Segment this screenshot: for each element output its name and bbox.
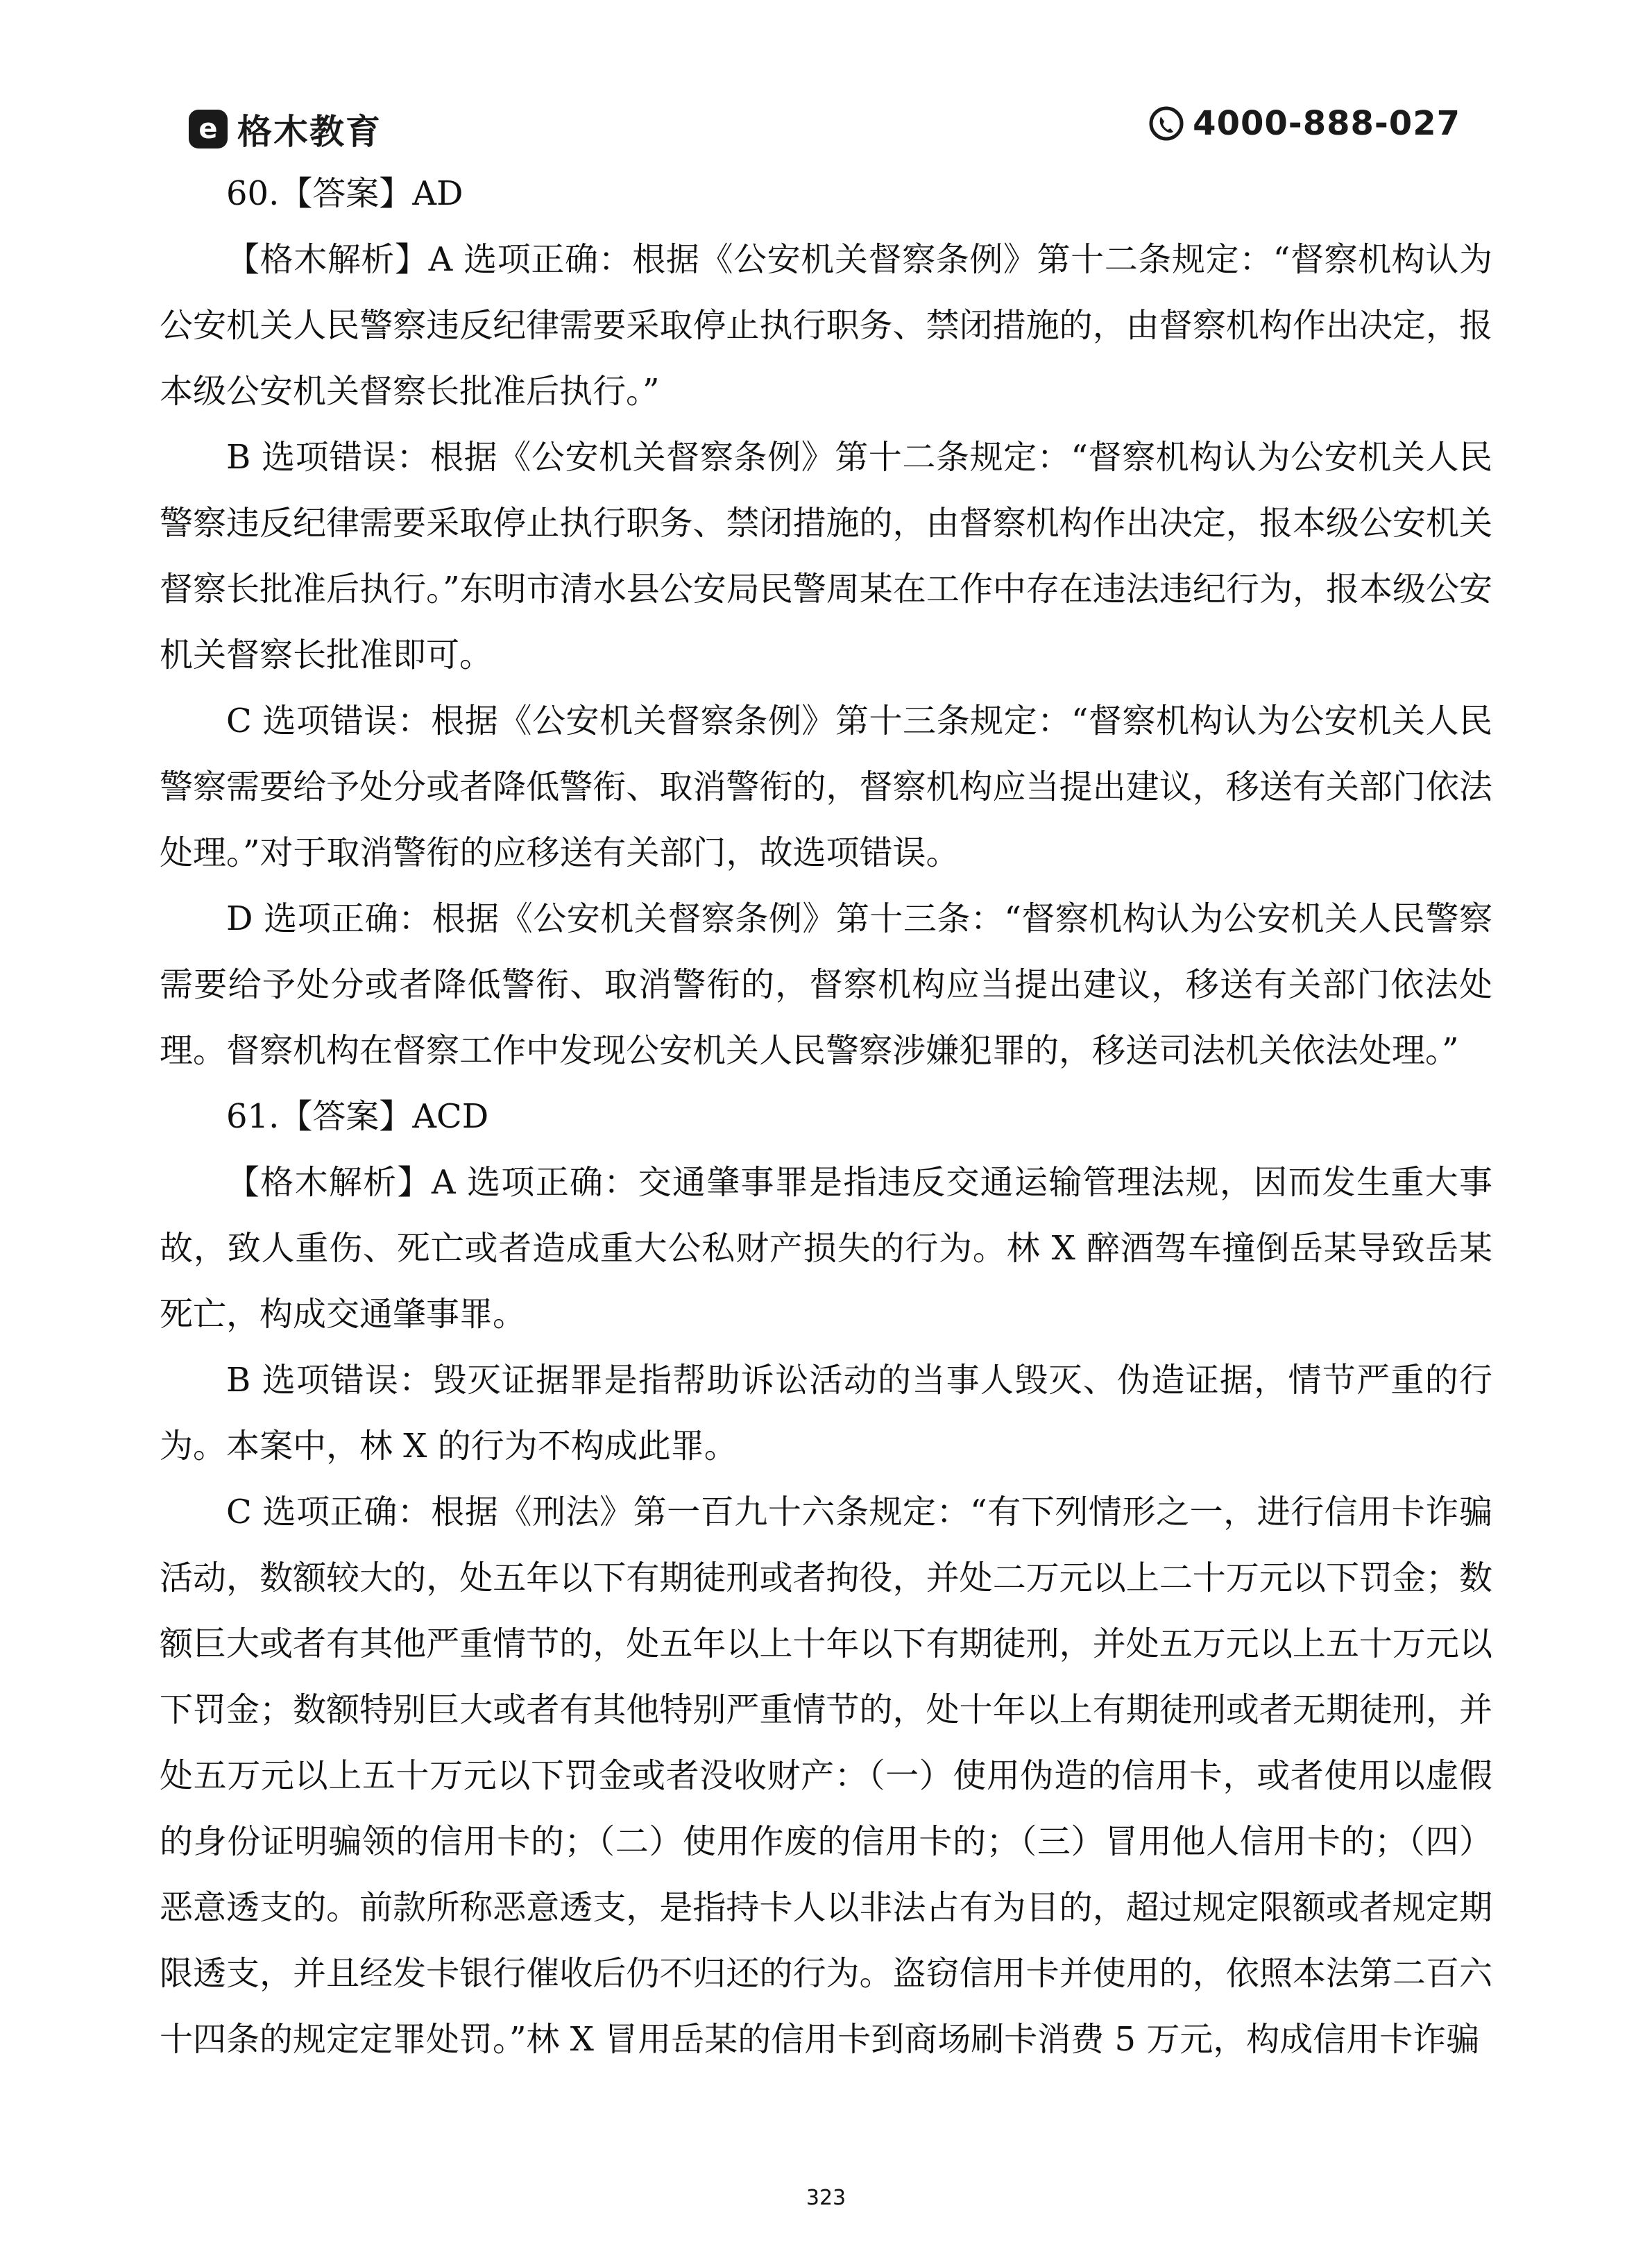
phone-icon xyxy=(1148,105,1184,142)
analysis-60-c: C 选项错误：根据《公安机关督察条例》第十三条规定：“督察机构认为公安机关人民警察需要给予处分或者降低警衔、取消警衔的，督察机构应当提出建议，移送有关部门依法处理。”对于取消警衔的应移送有关部门，故选项错误。 xyxy=(160,702,1492,872)
analysis-61-b: B 选项错误：毁灭证据罪是指帮助诉讼活动的当事人毁灭、伪造证据，情节严重的行为。本案中，林 X 的行为不构成此罪。 xyxy=(160,1361,1492,1466)
answer-61: 61.【答案】ACD xyxy=(226,1097,489,1136)
document-body xyxy=(160,161,1492,2073)
analysis-60-a: 【格木解析】A 选项正确：根据《公安机关督察条例》第十二条规定：“督察机构认为公安机关人民警察违反纪律需要采取停止执行职务、禁闭措施的，由督察机构作出决定，报本级公安机关督察长批准后执行。” xyxy=(160,240,1492,411)
brand-logo xyxy=(189,104,382,154)
hotline xyxy=(1148,104,1461,143)
analysis-60-d: D 选项正确：根据《公安机关督察条例》第十三条：“督察机构认为公安机关人民警察需要给予处分或者降低警衔、取消警衔的，督察机构应当提出建议，移送有关部门依法处理。督察机构在督察工作中发现公安机关人民警察涉嫌犯罪的，移送司法机关依法处理。” xyxy=(160,899,1492,1070)
logo-text: 格木教育 xyxy=(237,112,382,152)
page-number: 323 xyxy=(806,2186,846,2210)
analysis-60-b: B 选项错误：根据《公安机关督察条例》第十二条规定：“督察机构认为公安机关人民警察违反纪律需要采取停止执行职务、禁闭措施的，由督察机构作出决定，报本级公安机关督察长批准后执行。”东明市清水县公安局民警周某在工作中存在违法违纪行为，报本级公安机关督察长批准即可。 xyxy=(160,438,1492,674)
analysis-61-c: C 选项正确：根据《刑法》第一百九十六条规定：“有下列情形之一，进行信用卡诈骗活动，数额较大的，处五年以下有期徒刑或者拘役，并处二万元以上二十万元以下罚金；数额巨大或者有其他严重情节的，处五年以上十年以下有期徒刑，并处五万元以上五十万元以下罚金；数额特别巨大或者有其他特别严重情节的，处十年以上有期徒刑或者无期徒刑，并处五万元以上五十万元以下罚金或者没收财产：（一）使用伪造的信用卡，或者使用以虚假的身份证明骗领的信用卡的；（二）使用作废的信用卡的；（三）冒用他人信用卡的；（四）恶意透支的。前款所称恶意透支，是指持卡人以非法占有为目的，超过规定限额或者规定期限透支，并且经发卡银行催收后仍不归还的行为。盗窃信用卡并使用的，依照本法第二百六十四条的规定定罪处罚。”林 X 冒用岳某的信用卡到商场刷卡消费 5 万元，构成信用卡诈骗 xyxy=(160,1493,1492,2059)
page-header xyxy=(0,0,1652,167)
logo-e-icon: e xyxy=(189,110,228,148)
phone-number: 4000-888-027 xyxy=(1193,104,1461,143)
analysis-61-a: 【格木解析】A 选项正确：交通肇事罪是指违反交通运输管理法规，因而发生重大事故，致人重伤、死亡或者造成重大公私财产损失的行为。林 X 醉酒驾车撞倒岳某导致岳某死亡，构成交通肇事罪。 xyxy=(160,1163,1492,1334)
answer-60: 60.【答案】AD xyxy=(226,174,463,213)
